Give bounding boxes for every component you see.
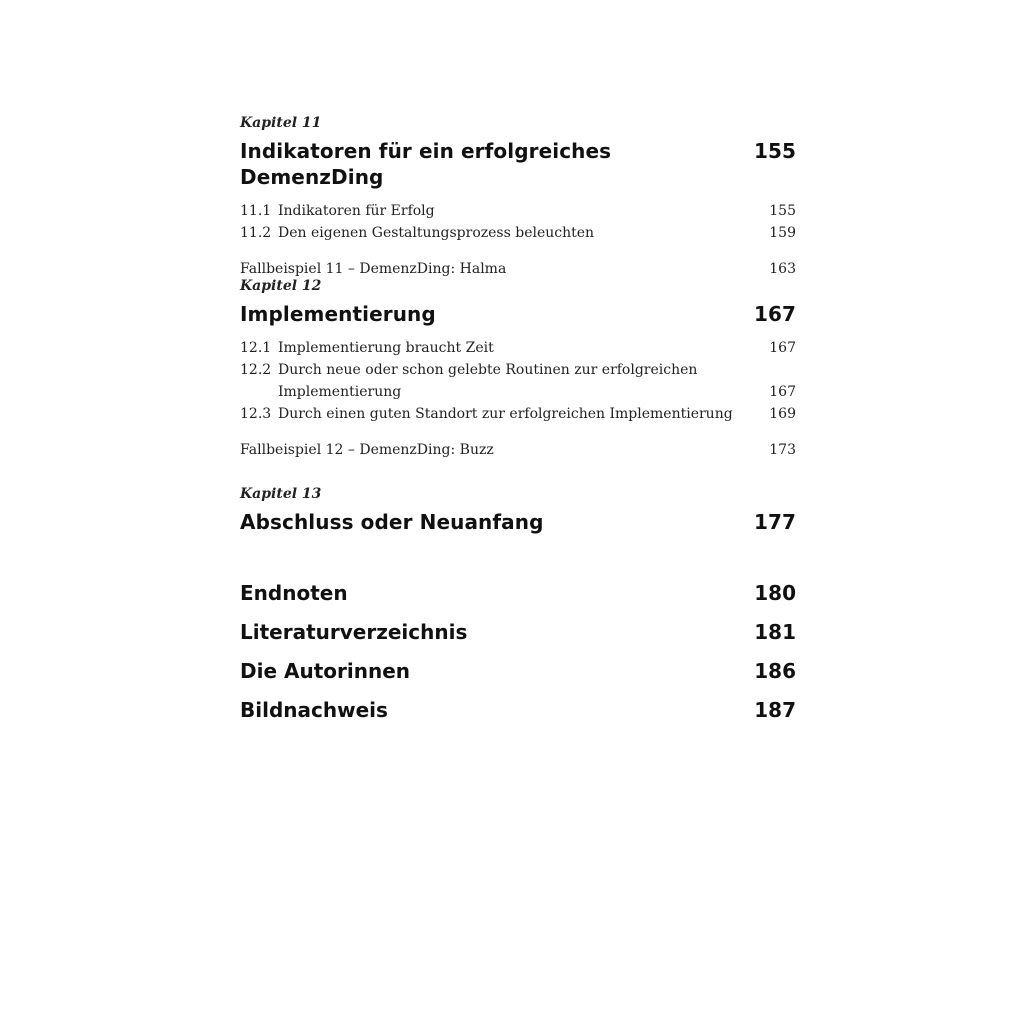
chapter-page: 155 <box>753 139 796 163</box>
backmatter-title: Die Autorinnen <box>240 659 410 683</box>
chapter-label: Kapitel 13 <box>240 486 322 502</box>
section-page: 159 <box>769 225 796 241</box>
section-number: 11.1 <box>240 203 272 219</box>
section-title-continued: Implementierung <box>278 384 402 400</box>
section-number: 12.3 <box>240 406 272 422</box>
backmatter <box>240 580 796 736</box>
chapter-heading[interactable] <box>240 301 796 327</box>
backmatter-entry[interactable] <box>240 580 796 619</box>
section-page: 155 <box>769 203 796 219</box>
backmatter-title: Bildnachweis <box>240 698 388 722</box>
backmatter-entry[interactable] <box>240 697 796 736</box>
chapter-heading[interactable] <box>240 509 796 535</box>
table-of-contents <box>240 0 796 1024</box>
section-entry[interactable] <box>240 200 796 222</box>
section-entry[interactable] <box>240 337 796 359</box>
backmatter-entry[interactable] <box>240 619 796 658</box>
section-page: 167 <box>769 384 796 400</box>
backmatter-title: Literaturverzeichnis <box>240 620 468 644</box>
backmatter-title: Endnoten <box>240 581 348 605</box>
chapter-page: 177 <box>753 510 796 534</box>
case-study-entry[interactable] <box>240 439 796 461</box>
section-entry[interactable] <box>240 222 796 244</box>
section-title: Indikatoren für Erfolg <box>278 203 435 219</box>
section-page: 169 <box>769 406 796 422</box>
chapter-12 <box>240 277 796 461</box>
case-study-page: 173 <box>769 442 796 458</box>
section-title: Den eigenen Gestaltungsprozess beleuchten <box>278 225 595 241</box>
backmatter-page: 187 <box>754 698 796 722</box>
section-title: Durch einen guten Standort zur erfolgreichen Implementierung <box>278 406 733 422</box>
section-title: Durch neue oder schon gelebte Routinen zur erfolgreichen <box>278 362 698 378</box>
chapter-11 <box>240 114 796 280</box>
backmatter-page: 186 <box>754 659 796 683</box>
chapter-13 <box>240 485 796 535</box>
section-page: 167 <box>769 340 796 356</box>
section-number: 12.2 <box>240 362 272 378</box>
backmatter-entry[interactable] <box>240 658 796 697</box>
case-study-page: 163 <box>769 261 796 277</box>
case-study-title: Fallbeispiel 12 – DemenzDing: Buzz <box>240 442 494 458</box>
chapter-page: 167 <box>753 302 796 326</box>
chapter-heading[interactable] <box>240 138 796 190</box>
backmatter-page: 181 <box>754 620 796 644</box>
chapter-title: Abschluss oder Neuanfang <box>240 510 544 534</box>
backmatter-page: 180 <box>754 581 796 605</box>
section-entry[interactable] <box>240 359 796 403</box>
section-title: Implementierung braucht Zeit <box>278 340 494 356</box>
section-number: 12.1 <box>240 340 272 356</box>
chapter-title: Indikatoren für ein erfolgreiches DemenzDing <box>240 139 612 189</box>
section-number: 11.2 <box>240 225 272 241</box>
chapter-label: Kapitel 11 <box>240 115 322 131</box>
chapter-title: Implementierung <box>240 302 436 326</box>
case-study-title: Fallbeispiel 11 – DemenzDing: Halma <box>240 261 507 277</box>
section-entry[interactable] <box>240 403 796 425</box>
chapter-label: Kapitel 12 <box>240 278 322 294</box>
